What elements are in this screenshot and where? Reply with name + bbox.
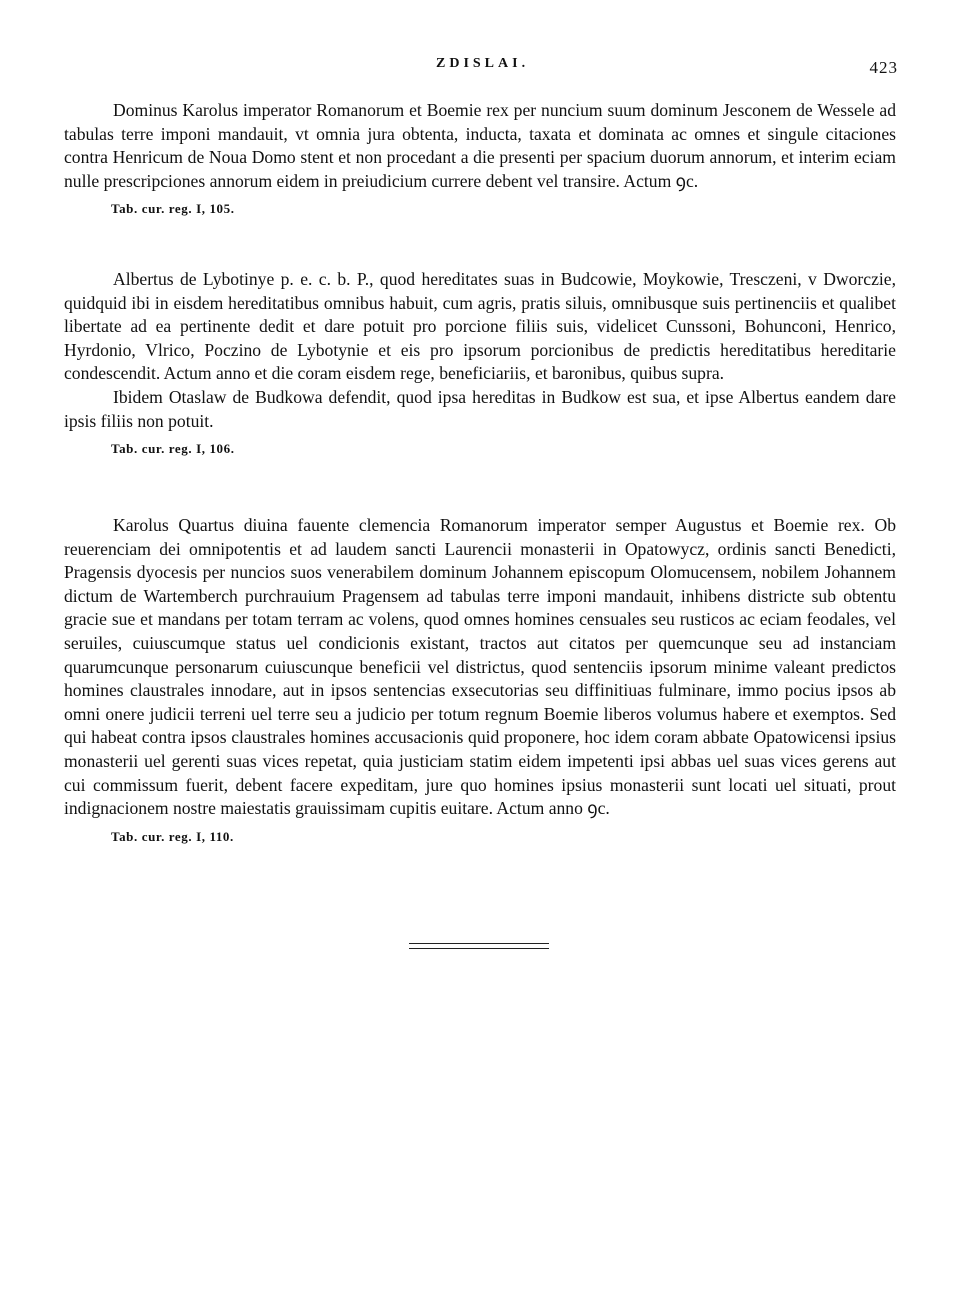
entry-106: [64, 268, 896, 458]
source-citation: Tab. cur. reg. I, 106.: [111, 441, 235, 457]
running-head: [0, 52, 960, 76]
entry-paragraph: Albertus de Lybotinye p. e. c. b. P., quod hereditates suas in Budcowie, Moykowie, Tresczeni, v Dworczie, quidquid ibi in eisdem hereditatibus omnibus habuit, cum agris, pratis siluis, omnibusque suis pertinenciis et qualibet libertate ad ea pertinente dedit et dare potuit pro porcione filiis suis, videlicet Cunssoni, Bohunconi, Henrico, Hyrdonio, Vlrico, Poczino de Lybotynie et eis pro ipsorum porcionibus de predictis hereditatibus hereditarie condescendit. Actum anno et die coram eisdem rege, beneficiariis, et baronibus, quibus supra.: [64, 269, 896, 384]
end-rule: [409, 943, 549, 949]
entry-110: [64, 514, 896, 846]
source-citation: Tab. cur. reg. I, 110.: [111, 828, 234, 844]
entry-paragraph: Ibidem Otaslaw de Budkowa defendit, quod ipsa hereditas in Budkow est sua, et ipse Albertus eandem dare ipsis filiis non potuit.: [64, 386, 896, 431]
entry-paragraph: Karolus Quartus diuina fauente clemencia Romanorum imperator semper Augustus et Boemie rex. Ob reuerenciam dei omnipotentis et ad laudem sancti Laurencii monasterii in Opatowycz, ordinis sancti Benedicti, Pragensis dyocesis per nuncios suos venerabilem dominum Johannem episcopum Olomucensem, nobilem Johannem dictum de Wartemberch purchrauium Pragensem ad tabulas terre imponi mandauit, inhibens districte sub obtentu gracie sue et mandans per totam terram ac volens, quod omnes homines censuales seu rusticos ac eciam feodales, vel seruiles, cuiuscumque status uel condicionis existant, tractos aut citatos per quemcunque seu ad instanciam quarumcunque personarum cuiuscunque beneficii vel districtus, quod sentenciis ipsorum minime valeant predictos homines claustrales innodare, aut in ipsos sentencias exsecutorias seu diffinitiuas fulminare, immo pocius ipsos ab omni onere judicii terreni uel terre seu a judicio per totum regnum Boemie liberos volumus habere et exemptos. Sed qui habeat contra ipsos claustrales homines accusacionis quid proponere, hoc idem coram abbate Opatowicensi ipsius monasterii uel gerenti suas vices repetat, quia justiciam statim eidem impetenti ipsi abbas uel suas vices gerens aut cui commissum fuerit, debent facere expeditam, jure quo homines ipsius monasterii sunt locati uel situati, prout indignacionem nostre maiestatis grauissimam cupitis euitare. Actum anno ꝯc.: [64, 515, 896, 819]
running-title: ZDISLAI.: [436, 56, 530, 71]
page-number: 423: [869, 58, 898, 77]
entry-105: [64, 99, 896, 218]
entry-paragraph: Dominus Karolus imperator Romanorum et Boemie rex per nuncium suum dominum Jesconem de Wessele ad tabulas terre imponi mandauit, vt omnia jura obtenta, inducta, taxata et dominata ac omnes et singule citaciones contra Henricum de Noua Domo stent et non procedant a die presenti per spacium duorum annorum, et interim eciam nulle prescripciones annorum eidem in preiudicium currere debent vel transire. Actum ꝯc.: [64, 100, 896, 191]
source-citation: Tab. cur. reg. I, 105.: [111, 201, 235, 217]
